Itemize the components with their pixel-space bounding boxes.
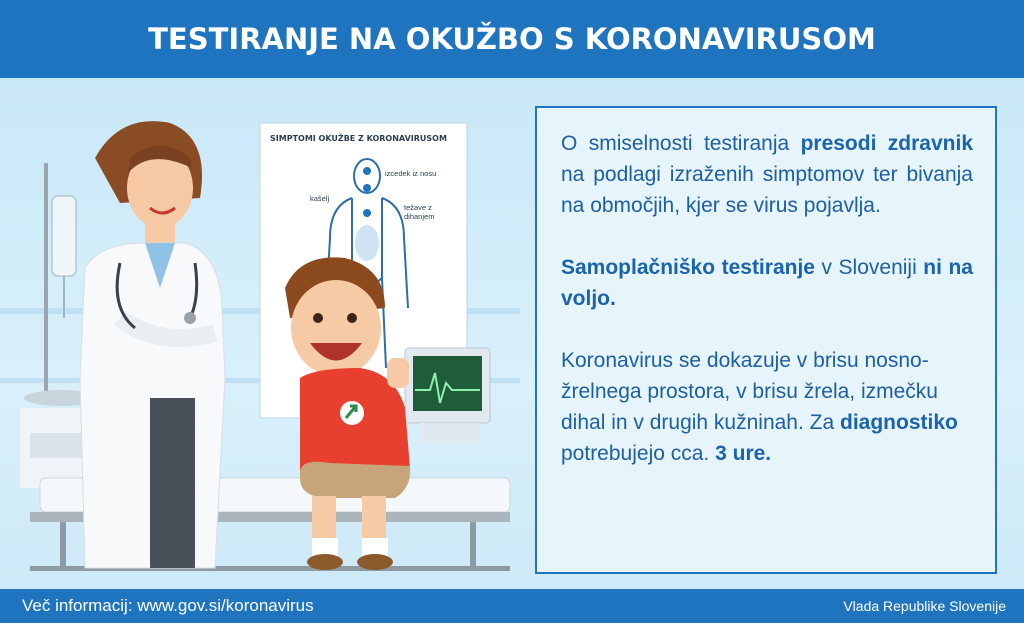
info-paragraph-3: Koronavirus se dokazuje v brisu nosno-žrelnega prostora, v brisu žrela, izmečku dihal in v drugih kužninah. Za diagnostiko potrebujejo cca. 3 ure.	[561, 349, 958, 465]
poster-label-cough: kašelj	[310, 194, 330, 203]
footer-bar	[0, 589, 1024, 623]
page-title: TESTIRANJE NA OKUŽBO S KORONAVIRUSOM	[148, 22, 876, 56]
info-paragraph-2: Samoplačniško testiranje v Sloveniji ni na voljo.	[561, 256, 973, 310]
iv-stand-illustration	[44, 163, 76, 398]
header-bar	[0, 0, 1024, 78]
poster-label-breath-2: dihanjem	[404, 212, 435, 221]
doctor-illustration	[80, 121, 225, 568]
poster-label-nose: izcedek iz nosu	[385, 169, 437, 178]
poster-label-breath-1: težave z	[404, 203, 432, 212]
info-paragraph-1: O smiselnosti testiranja presodi zdravnik na podlagi izraženih simptomov ter bivanja na območjih, kjer se virus pojavlja.	[561, 132, 973, 217]
poster-title: SIMPTOMI OKUŽBE Z KORONAVIRUSOM	[270, 134, 447, 143]
monitor-illustration	[405, 348, 490, 443]
more-info-link[interactable]: Več informacij: www.gov.si/koronavirus	[22, 596, 314, 615]
government-label: Vlada Republike Slovenije	[843, 598, 1006, 614]
info-panel	[535, 106, 997, 574]
